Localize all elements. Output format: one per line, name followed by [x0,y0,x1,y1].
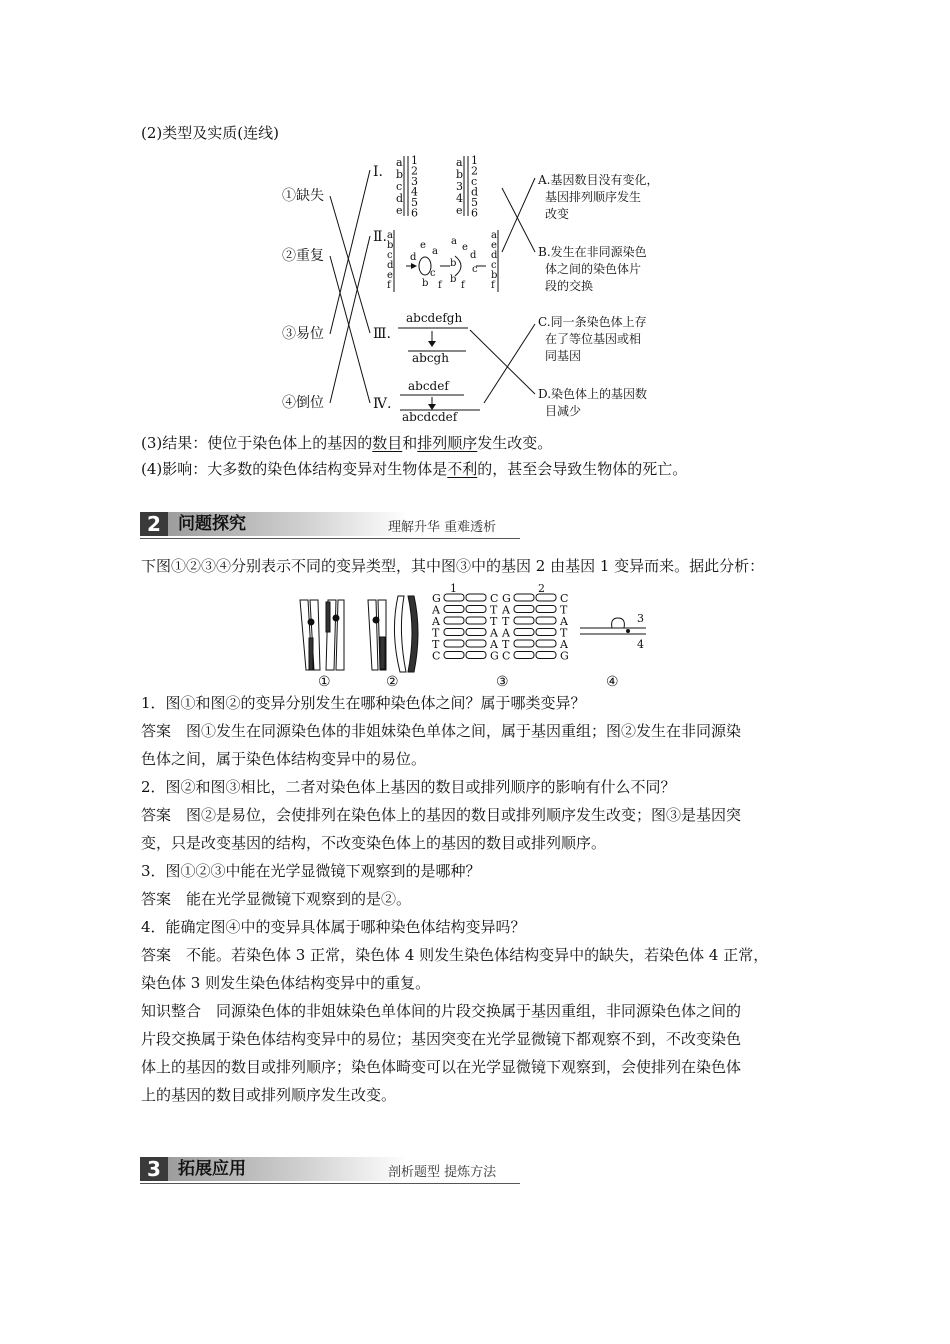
d1-right-gene-2: 3 [411,175,418,188]
dnaA-left-base-4: T [432,638,440,651]
d1-right-gene-4: 5 [411,196,418,209]
diagram-II [387,230,498,292]
d2-chrom1-gene-5: f [387,280,391,291]
dnaA-right-base-4: A [490,638,498,651]
dnaB-left-base-3: A [502,626,510,640]
d1-left2-gene-4: e [456,204,463,217]
banner-title: 拓展应用 [178,1159,246,1179]
figure-4-chromosomes [580,612,646,651]
d2-chrom1-gene-2: c [387,250,393,261]
result-B-l2: 体之间的染色体片 [545,262,642,276]
d4-bottom: abcdcdef [402,410,458,424]
type-label-deletion: ①缺失 [282,188,324,204]
d2-chrom1-gene-4: e [387,270,393,281]
dnaB-base-right-shape-4 [536,640,556,647]
dnaA-base-left-shape-3 [444,629,464,636]
dnaB-base-right-shape-1 [536,606,556,613]
dnaA-base-right-shape-5 [466,652,486,659]
dnaB-base-right-shape-0 [536,594,556,601]
d1-right2-gene-5: 6 [471,206,478,220]
d3-bottom: abcgh [412,351,449,365]
dnaA-right-base-5: G [490,649,499,663]
answer-1-line-2: 色体之间，属于染色体结构变异中的易位。 [141,750,427,768]
dnaB-right-base-5: G [560,649,569,663]
svg-text:d: d [410,252,417,263]
result-B-l3: 段的交换 [545,279,594,293]
dnaB-right-base-4: A [560,638,568,651]
banner-number: 3 [140,1157,168,1181]
dnaA-base-right-shape-0 [466,594,486,601]
svg-text:f: f [438,280,442,291]
d1-left-gene-4: e [396,204,403,217]
d1-right-gene-1: 2 [411,164,418,178]
svg-text:a: a [451,236,457,247]
d2-chrom1-gene-3: d [387,260,394,271]
result-4-line: (4)影响：大多数的染色体结构变异对生物体是不利的，甚至会导致生物体的死亡。 [141,460,688,478]
d1-left-gene-2: c [396,180,403,193]
dnaB-right-base-1: T [560,603,568,617]
d1-left2-gene-2: 3 [456,180,463,193]
dnaA-base-right-shape-1 [466,606,486,613]
svg-text:e: e [420,240,426,251]
answer-4-line-1: 答案 不能。若染色体 3 正常，染色体 4 则发生染色体结构变异中的缺失，若染色体 4 正常， [141,946,769,964]
dnaA-base-right-shape-3 [466,629,486,636]
d2-chrom2-gene-4: b [491,270,498,281]
svg-text:d: d [470,250,477,261]
d1-left2-gene-3: 4 [456,192,463,205]
dnaA-right-base-1: T [490,603,498,617]
matching-diagram [270,148,710,428]
question-4: 4．能确定图④中的变异具体属于哪种染色体结构变异吗？ [141,918,526,936]
d2-chrom1-gene-1: b [387,240,394,251]
figure-3-dna [431,582,569,663]
svg-text:c: c [472,264,478,275]
d2-chrom1-gene-0: a [387,230,393,241]
d2-chrom2-gene-3: c [491,260,497,271]
dnaB-base-right-shape-3 [536,629,556,636]
result-A-l2: 基因排列顺序发生 [545,190,642,204]
dnaA-left-base-1: A [432,603,440,617]
question-3: 3．图①②③中能在光学显微镜下观察到的是哪种？ [141,862,481,880]
d1-right-gene-3: 4 [411,185,418,199]
d2-chrom2-gene-5: f [491,280,495,291]
dnaA-right-base-0: C [490,592,499,605]
svg-text:1: 1 [450,582,457,595]
d3-top: abcdefgh [406,311,463,325]
dnaB-base-left-shape-0 [514,594,534,601]
question-1: 1．图①和图②的变异分别发生在哪种染色体之间？属于哪类变异？ [141,694,586,712]
dnaB-base-right-shape-2 [536,617,556,624]
banner-number: 2 [140,512,168,536]
d1-right2-gene-1: 2 [471,164,478,178]
answer-3-line-1: 答案 能在光学显微镜下观察到的是②。 [141,890,412,908]
summary-line-3: 体上的基因的数目或排列顺序；染色体畸变可以在光学显微镜下观察到，会使排列在染色体 [141,1058,742,1076]
section-heading: (2)类型及实质(连线) [141,124,279,142]
figure-label-3: ③ [496,674,509,690]
dnaB-base-left-shape-2 [514,617,534,624]
connection-lines [330,170,535,403]
roman-3: Ⅲ. [373,326,391,342]
d2-chrom2-gene-0: a [491,230,497,241]
roman-4: Ⅳ. [373,396,392,412]
question-2: 2．图②和图③相比，二者对染色体上基因的数目或排列顺序的影响有什么不同？ [141,778,676,796]
d1-left-gene-3: d [396,192,404,205]
figure-label-1: ① [318,674,331,690]
diagram-I [396,154,478,220]
d1-left-gene-0: a [396,156,403,169]
dnaB-left-base-4: T [502,638,510,651]
result-D-l1: D.染色体上的基因数 [538,387,648,401]
d1-left2-gene-0: a [456,156,463,169]
dnaA-base-left-shape-1 [444,606,464,613]
d1-right2-gene-3: d [471,185,479,199]
banner-subtitle: 理解升华 重难透析 [388,520,497,535]
dnaB-right-base-0: C [560,592,569,605]
dnaB-base-left-shape-5 [514,652,534,659]
dnaB-right-base-2: A [560,615,568,628]
answer-2-line-1: 答案 图②是易位，会使排列在染色体上的基因的数目或排列顺序发生改变；图③是基因突 [141,806,742,824]
dnaB-left-base-5: C [502,649,511,663]
summary-line-1: 知识整合 同源染色体的非姐妹染色单体间的片段交换属于基因重组，非同源染色体之间的 [141,1002,742,1020]
svg-text:e: e [462,242,468,253]
underline-number: 数目 [372,434,403,452]
svg-text:4: 4 [637,638,644,651]
type-label-inversion: ④倒位 [282,395,324,411]
dnaA-base-left-shape-2 [444,617,464,624]
dnaB-base-left-shape-4 [514,640,534,647]
figure-label-4: ④ [606,674,619,690]
svg-text:b: b [422,278,429,289]
svg-text:b: b [450,258,457,269]
svg-text:a: a [432,246,438,257]
d2-chrom2-gene-2: d [491,250,498,261]
answer-1-line-1: 答案 图①发生在同源染色体的非姐妹染色单体之间，属于基因重组；图②发生在非同源染 [141,722,742,740]
result-B-l1: B.发生在非同源染色 [538,245,647,259]
dnaB-base-left-shape-1 [514,606,534,613]
summary-line-4: 上的基因的数目或排列顺序发生改变。 [141,1086,397,1104]
variation-figure [290,582,660,692]
type-label-duplication: ②重复 [282,248,324,264]
dnaA-left-base-3: T [432,626,440,640]
result-C-l2: 在了等位基因或相 [545,332,642,346]
d2-chrom2-gene-1: e [491,240,497,251]
d1-left-gene-1: b [396,168,404,181]
svg-text:2: 2 [538,582,545,595]
result-C-l1: C.同一条染色体上存 [538,315,647,329]
d4-top: abcdef [408,379,449,393]
answer-4-line-2: 染色体 3 则发生染色体结构变异中的重复。 [141,974,431,992]
dnaA-base-left-shape-4 [444,640,464,647]
figure-1-chromosomes [300,600,344,670]
banner-subtitle: 剖析题型 提炼方法 [388,1165,497,1180]
answer-2-line-2: 变，只是改变基因的结构，不改变染色体上的基因的数目或排列顺序。 [141,834,607,852]
dnaB-left-base-2: T [502,615,510,628]
d1-left2-gene-1: b [456,168,464,181]
dnaB-base-left-shape-3 [514,629,534,636]
dnaA-right-base-3: A [490,626,498,640]
section-banner-3 [140,1153,520,1183]
roman-2: Ⅱ. [373,229,387,245]
d1-right2-gene-0: 1 [471,154,478,167]
section-banner-2 [140,508,520,538]
figure-label-2: ② [386,674,399,690]
result-C-l3: 同基因 [545,349,582,363]
result-D-l2: 目减少 [545,404,582,418]
svg-text:c: c [430,268,436,279]
underline-harmful: 不利 [447,460,478,478]
svg-text:f: f [461,280,465,291]
dnaA-base-left-shape-0 [444,594,464,601]
dnaB-left-base-0: G [502,592,511,605]
summary-line-2: 片段交换属于染色体结构变异中的易位；基因突变在光学显微镜下都观察不到，不改变染色 [141,1030,742,1048]
d1-right-gene-0: 1 [411,154,418,167]
diagram-IV [400,379,480,424]
d1-right-gene-5: 6 [411,206,418,220]
dnaA-left-base-0: G [432,592,441,605]
dnaB-left-base-1: A [502,603,510,617]
dnaA-base-left-shape-5 [444,652,464,659]
banner-title: 问题探究 [178,514,246,534]
svg-text:b: b [450,274,457,285]
figure-2-chromosomes [368,596,418,672]
dnaA-base-right-shape-2 [466,617,486,624]
dnaA-left-base-5: C [432,649,441,663]
type-label-translocation: ③易位 [282,326,324,342]
dnaA-left-base-2: A [432,615,440,628]
d1-right2-gene-2: c [471,175,478,188]
dnaA-base-right-shape-4 [466,640,486,647]
underline-order: 排列顺序 [417,434,478,452]
result-A-l1: A.基因数目没有变化， [538,173,659,187]
diagram-III [398,311,468,365]
result-A-l3: 改变 [545,207,570,221]
dnaB-right-base-3: T [560,626,568,640]
dnaA-right-base-2: T [490,615,498,628]
intro-paragraph: 下图①②③④分别表示不同的变异类型，其中图③中的基因 2 由基因 1 变异而来。据此分析： [141,557,765,575]
result-3-line: (3)结果：使位于染色体上的基因的数目和排列顺序发生改变。 [141,434,553,452]
roman-1: Ⅰ. [373,164,383,180]
svg-text:3: 3 [637,612,644,625]
d1-right2-gene-4: 5 [471,196,478,209]
dnaB-base-right-shape-5 [536,652,556,659]
